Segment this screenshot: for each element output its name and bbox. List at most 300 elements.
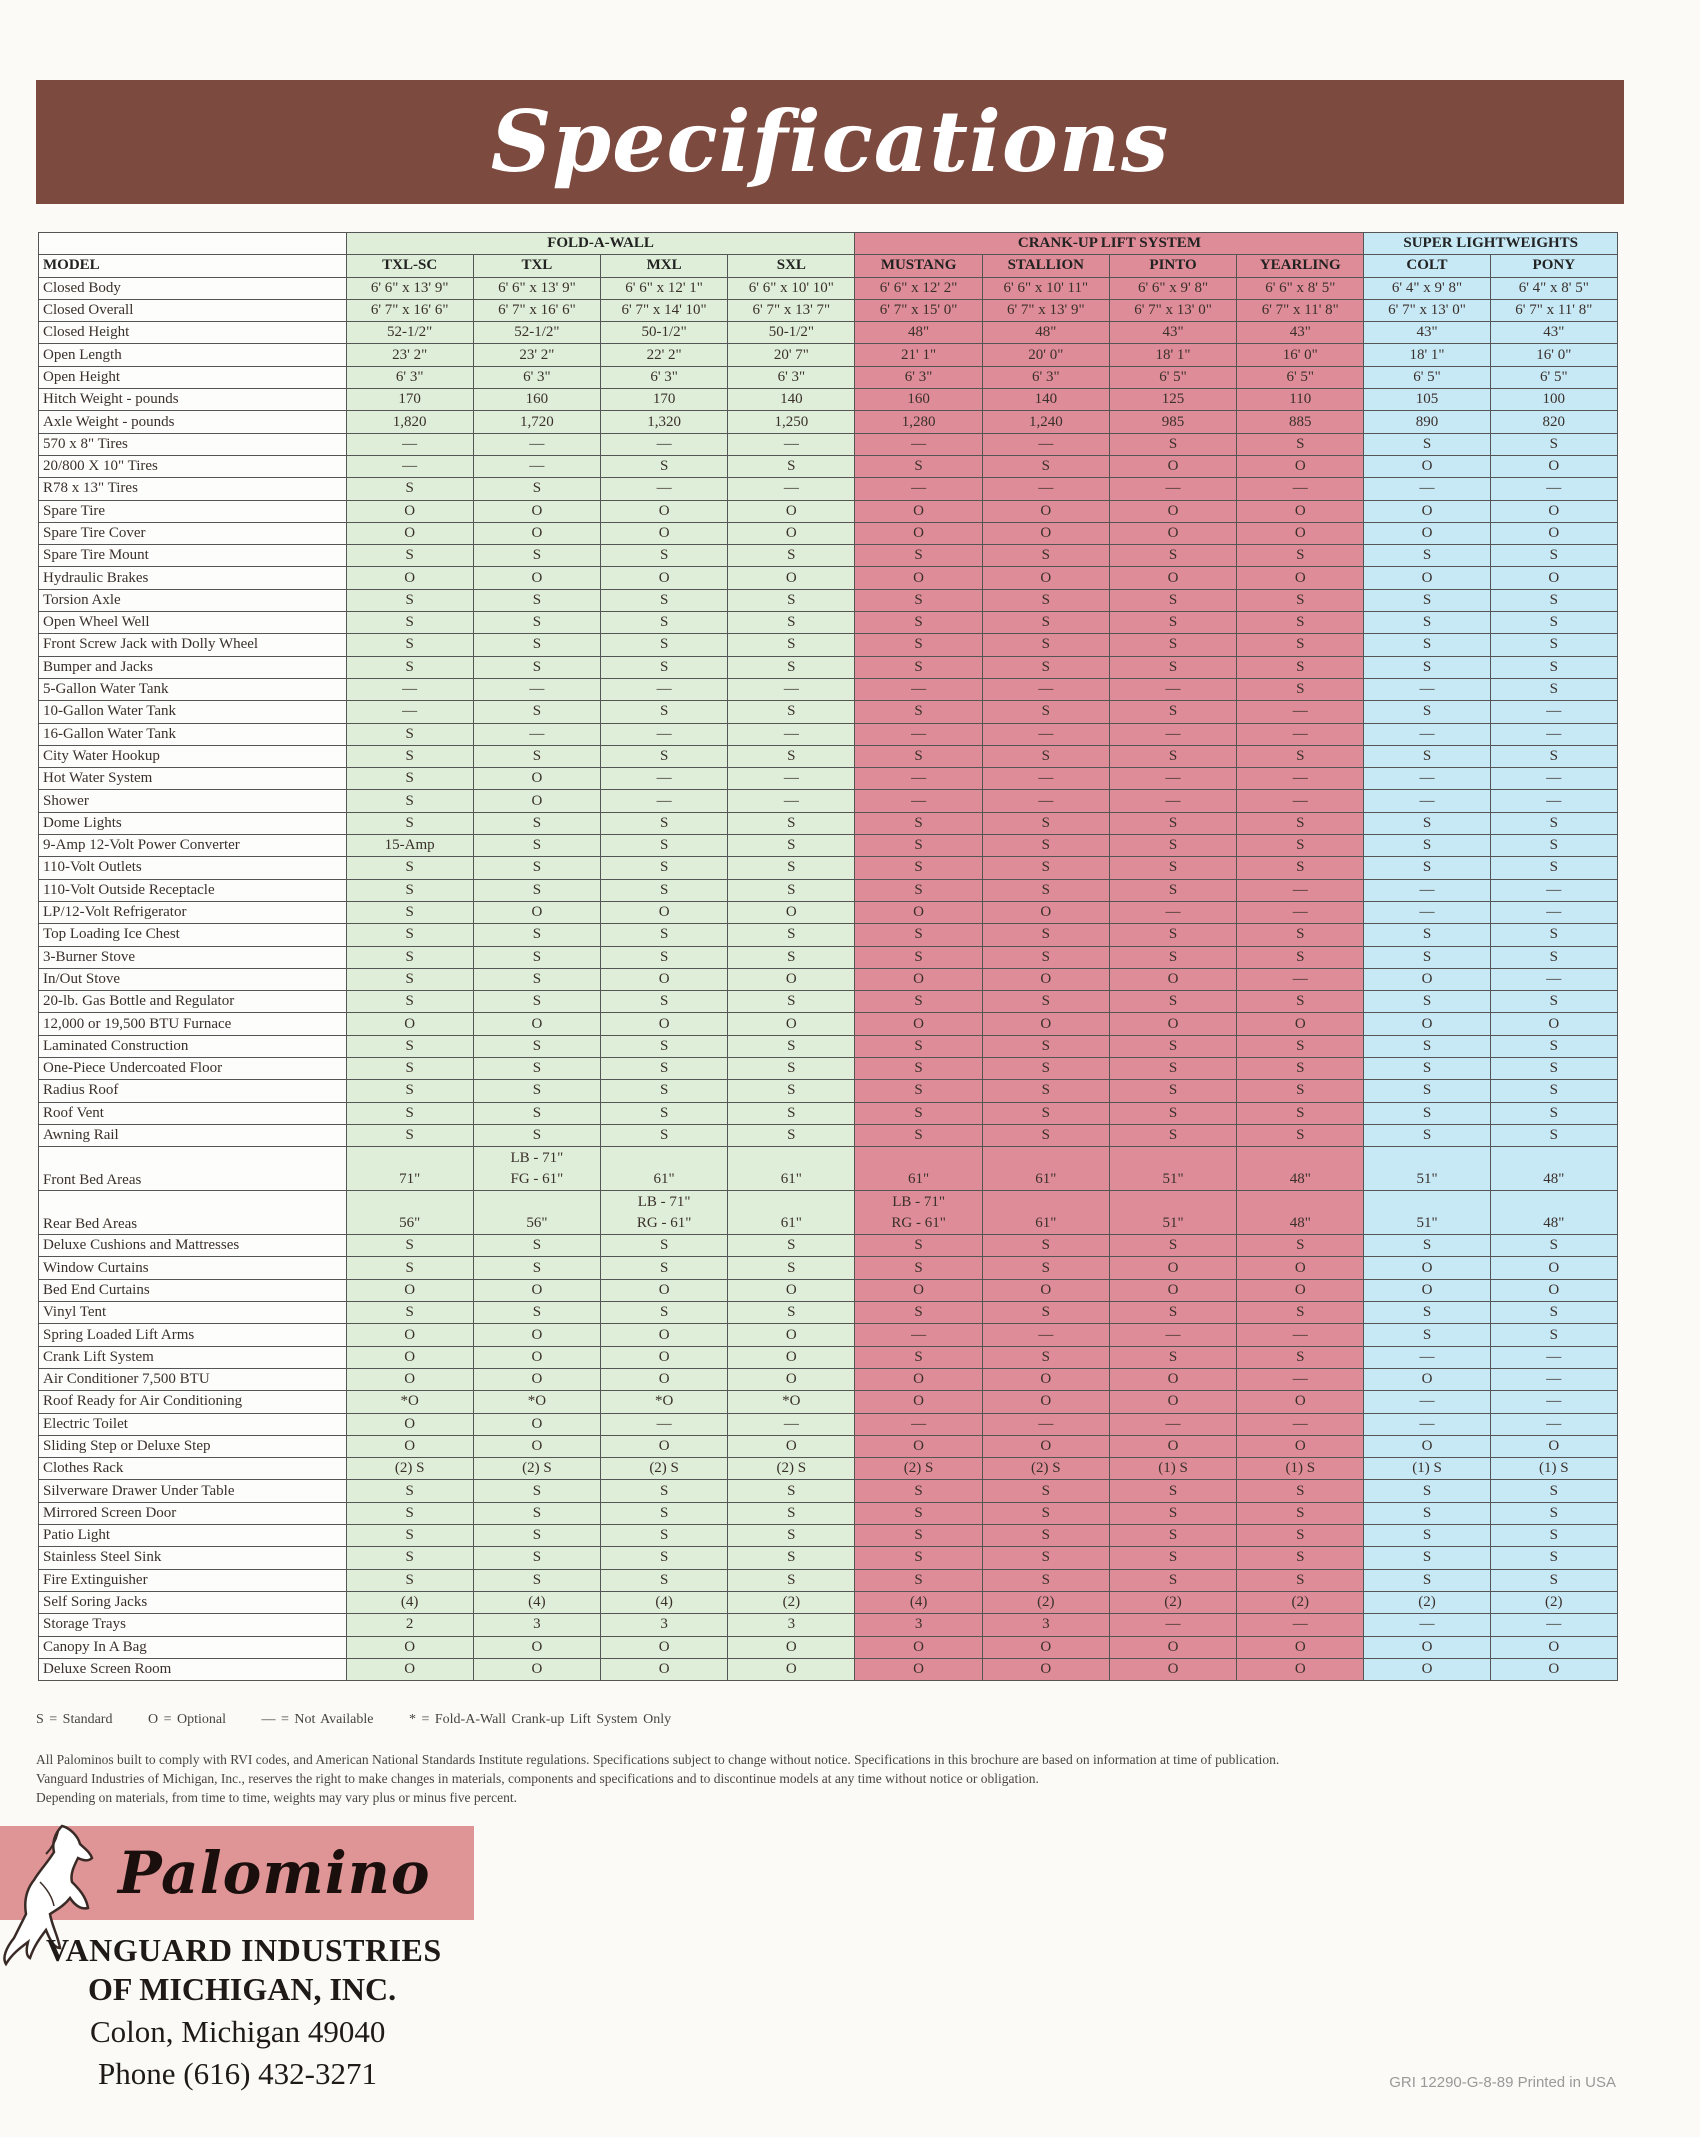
- table-cell: O: [728, 1346, 855, 1368]
- table-cell: (2) S: [855, 1458, 982, 1480]
- table-cell: S: [346, 723, 473, 745]
- table-cell: S: [1364, 1080, 1490, 1102]
- table-cell: S: [1237, 1480, 1364, 1502]
- row-label: Electric Toilet: [39, 1413, 347, 1435]
- table-cell: 3: [982, 1614, 1109, 1636]
- table-cell: O: [601, 1013, 728, 1035]
- table-cell: S: [1237, 946, 1364, 968]
- table-cell: 125: [1109, 389, 1236, 411]
- table-cell: O: [1237, 1636, 1364, 1658]
- table-cell: (2) S: [346, 1458, 473, 1480]
- table-cell: 885: [1237, 411, 1364, 433]
- table-cell: S: [1109, 835, 1236, 857]
- table-cell: S: [346, 1235, 473, 1257]
- table-cell: O: [1237, 1391, 1364, 1413]
- table-cell: (1) S: [1237, 1458, 1364, 1480]
- table-cell: S: [1490, 924, 1617, 946]
- table-cell: S: [346, 968, 473, 990]
- table-cell: O: [1237, 1279, 1364, 1301]
- table-cell: S: [1109, 1569, 1236, 1591]
- row-label: Hydraulic Brakes: [39, 567, 347, 589]
- table-cell: —: [1237, 768, 1364, 790]
- table-cell: [346, 1147, 473, 1191]
- table-cell: O: [346, 1413, 473, 1435]
- table-cell: O: [1109, 1013, 1236, 1035]
- legend-optional: O = Optional: [147, 1712, 226, 1727]
- table-cell: O: [728, 522, 855, 544]
- table-cell: S: [1237, 1124, 1364, 1146]
- table-cell: O: [1109, 567, 1236, 589]
- table-cell: O: [728, 1324, 855, 1346]
- table-cell: O: [473, 500, 600, 522]
- table-cell: S: [473, 1035, 600, 1057]
- cell-value: 61": [908, 1171, 930, 1188]
- table-cell: S: [601, 1102, 728, 1124]
- table-cell: 6' 7" x 13' 0": [1364, 299, 1490, 321]
- table-cell: S: [1490, 545, 1617, 567]
- table-row: [39, 1191, 1618, 1235]
- table-cell: O: [601, 1279, 728, 1301]
- table-cell: S: [601, 991, 728, 1013]
- table-cell: S: [1490, 678, 1617, 700]
- table-cell: O: [982, 1279, 1109, 1301]
- table-cell: —: [1364, 1391, 1490, 1413]
- table-cell: O: [1490, 567, 1617, 589]
- table-cell: [1237, 1191, 1364, 1235]
- row-label: 10-Gallon Water Tank: [39, 701, 347, 723]
- table-cell: S: [982, 879, 1109, 901]
- cell-value: 61": [1035, 1215, 1057, 1232]
- table-cell: S: [728, 589, 855, 611]
- table-row: [39, 1102, 1618, 1124]
- row-label: Storage Trays: [39, 1614, 347, 1636]
- table-cell: S: [855, 991, 982, 1013]
- table-cell: 6' 5": [1109, 366, 1236, 388]
- cell-value: 56": [526, 1215, 548, 1232]
- legend: [36, 1712, 1616, 1728]
- specifications-table: [38, 232, 1618, 1681]
- table-row: [39, 1257, 1618, 1279]
- cell-value: 48": [1543, 1215, 1565, 1232]
- model-sxl: SXL: [728, 255, 855, 277]
- table-cell: [1490, 1191, 1617, 1235]
- table-cell: S: [601, 1525, 728, 1547]
- specifications-body: [39, 277, 1618, 1681]
- row-label: Shower: [39, 790, 347, 812]
- table-row: [39, 991, 1618, 1013]
- table-cell: —: [473, 433, 600, 455]
- row-label: Spare Tire Cover: [39, 522, 347, 544]
- table-cell: S: [1364, 924, 1490, 946]
- table-cell: 6' 3": [855, 366, 982, 388]
- table-row: [39, 1480, 1618, 1502]
- table-cell: O: [473, 567, 600, 589]
- table-cell: O: [855, 1658, 982, 1680]
- table-cell: O: [1237, 455, 1364, 477]
- table-cell: O: [346, 1324, 473, 1346]
- table-cell: S: [473, 968, 600, 990]
- table-cell: S: [1109, 857, 1236, 879]
- table-cell: —: [1490, 790, 1617, 812]
- table-cell: O: [855, 1279, 982, 1301]
- table-cell: O: [1237, 500, 1364, 522]
- row-label: Clothes Rack: [39, 1458, 347, 1480]
- table-cell: (4): [346, 1591, 473, 1613]
- table-cell: S: [601, 924, 728, 946]
- table-cell: S: [346, 589, 473, 611]
- table-cell: S: [855, 1480, 982, 1502]
- table-cell: O: [1364, 1636, 1490, 1658]
- table-cell: O: [1109, 500, 1236, 522]
- note-line: Depending on materials, from time to time, weights may vary plus or minus five percent.: [36, 1790, 518, 1805]
- table-cell: S: [1109, 1502, 1236, 1524]
- table-cell: S: [601, 1547, 728, 1569]
- table-cell: 48": [982, 322, 1109, 344]
- table-cell: —: [1109, 678, 1236, 700]
- table-cell: O: [855, 1368, 982, 1390]
- table-cell: [473, 1147, 600, 1191]
- table-row: [39, 901, 1618, 923]
- table-cell: S: [982, 612, 1109, 634]
- table-cell: 1,280: [855, 411, 982, 433]
- table-row: [39, 835, 1618, 857]
- table-cell: S: [1490, 1057, 1617, 1079]
- table-cell: 140: [728, 389, 855, 411]
- table-cell: S: [1490, 1080, 1617, 1102]
- table-cell: O: [1364, 1368, 1490, 1390]
- table-cell: S: [473, 1525, 600, 1547]
- table-cell: 43": [1490, 322, 1617, 344]
- table-cell: O: [473, 522, 600, 544]
- table-cell: S: [1364, 1124, 1490, 1146]
- table-row: [39, 968, 1618, 990]
- model-pinto: PINTO: [1109, 255, 1236, 277]
- table-cell: S: [728, 946, 855, 968]
- table-cell: S: [728, 1569, 855, 1591]
- table-cell: (2) S: [473, 1458, 600, 1480]
- table-cell: S: [982, 1480, 1109, 1502]
- table-cell: S: [601, 455, 728, 477]
- table-cell: S: [1237, 1502, 1364, 1524]
- table-cell: —: [601, 723, 728, 745]
- table-cell: O: [1109, 522, 1236, 544]
- row-label: One-Piece Undercoated Floor: [39, 1057, 347, 1079]
- table-row: [39, 455, 1618, 477]
- table-cell: S: [1237, 589, 1364, 611]
- table-cell: S: [346, 1569, 473, 1591]
- table-cell: [728, 1147, 855, 1191]
- table-row: [39, 567, 1618, 589]
- table-cell: S: [1364, 745, 1490, 767]
- table-cell: S: [728, 1257, 855, 1279]
- table-cell: —: [1364, 1413, 1490, 1435]
- table-cell: S: [1490, 433, 1617, 455]
- table-row: [39, 277, 1618, 299]
- table-cell: [1109, 1147, 1236, 1191]
- table-row: [39, 1057, 1618, 1079]
- table-cell: (2): [1109, 1591, 1236, 1613]
- table-cell: O: [601, 1346, 728, 1368]
- table-cell: O: [728, 567, 855, 589]
- table-cell: S: [473, 1480, 600, 1502]
- table-row: [39, 656, 1618, 678]
- table-cell: —: [1237, 901, 1364, 923]
- table-cell: S: [601, 745, 728, 767]
- table-cell: —: [855, 723, 982, 745]
- table-cell: S: [1109, 745, 1236, 767]
- table-cell: S: [855, 1547, 982, 1569]
- table-cell: —: [1109, 790, 1236, 812]
- table-cell: O: [1109, 1636, 1236, 1658]
- table-cell: O: [1490, 1636, 1617, 1658]
- table-cell: O: [728, 1435, 855, 1457]
- table-cell: —: [1490, 901, 1617, 923]
- table-cell: —: [1237, 478, 1364, 500]
- table-cell: O: [473, 1368, 600, 1390]
- table-cell: [1490, 1147, 1617, 1191]
- table-cell: S: [601, 1235, 728, 1257]
- table-cell: 170: [346, 389, 473, 411]
- row-label: Patio Light: [39, 1525, 347, 1547]
- table-cell: —: [346, 701, 473, 723]
- table-row: [39, 1636, 1618, 1658]
- table-row: [39, 299, 1618, 321]
- table-cell: O: [1237, 1013, 1364, 1035]
- row-label: Fire Extinguisher: [39, 1569, 347, 1591]
- table-cell: —: [728, 478, 855, 500]
- table-cell: S: [1490, 634, 1617, 656]
- table-cell: S: [1237, 678, 1364, 700]
- table-cell: —: [601, 478, 728, 500]
- table-cell: S: [473, 634, 600, 656]
- table-row: [39, 1614, 1618, 1636]
- table-cell: S: [1109, 1346, 1236, 1368]
- row-label: 110-Volt Outside Receptacle: [39, 879, 347, 901]
- row-label: Crank Lift System: [39, 1346, 347, 1368]
- table-cell: S: [855, 745, 982, 767]
- table-cell: S: [982, 946, 1109, 968]
- table-row: [39, 1235, 1618, 1257]
- table-row: [39, 1124, 1618, 1146]
- table-row: [39, 344, 1618, 366]
- table-cell: 6' 7" x 16' 6": [473, 299, 600, 321]
- table-cell: O: [1490, 1257, 1617, 1279]
- table-cell: 22' 2": [601, 344, 728, 366]
- table-cell: 160: [855, 389, 982, 411]
- table-cell: S: [982, 812, 1109, 834]
- table-cell: S: [1237, 924, 1364, 946]
- model-yearling: YEARLING: [1237, 255, 1364, 277]
- legend-fold-a-wall-note: * = Fold-A-Wall Crank-up Lift System Only: [408, 1712, 672, 1727]
- row-label: Top Loading Ice Chest: [39, 924, 347, 946]
- table-row: [39, 924, 1618, 946]
- table-cell: [601, 1147, 728, 1191]
- table-cell: 105: [1364, 389, 1490, 411]
- table-cell: —: [728, 768, 855, 790]
- table-cell: S: [346, 857, 473, 879]
- table-cell: S: [346, 879, 473, 901]
- table-cell: S: [855, 1257, 982, 1279]
- table-cell: —: [982, 478, 1109, 500]
- table-cell: O: [855, 1636, 982, 1658]
- table-cell: S: [601, 835, 728, 857]
- table-cell: 6' 5": [1490, 366, 1617, 388]
- row-label: Axle Weight - pounds: [39, 411, 347, 433]
- row-label: Radius Roof: [39, 1080, 347, 1102]
- table-row: [39, 678, 1618, 700]
- table-cell: —: [1490, 1614, 1617, 1636]
- row-label: Closed Overall: [39, 299, 347, 321]
- table-row: [39, 1458, 1618, 1480]
- table-cell: 6' 6" x 9' 8": [1109, 277, 1236, 299]
- table-cell: S: [1490, 589, 1617, 611]
- table-cell: S: [1490, 1035, 1617, 1057]
- table-cell: 6' 6" x 13' 9": [346, 277, 473, 299]
- table-row: [39, 1591, 1618, 1613]
- row-label: Rear Bed Areas: [39, 1191, 347, 1235]
- table-cell: S: [1109, 1080, 1236, 1102]
- table-cell: S: [1237, 745, 1364, 767]
- table-cell: —: [1237, 723, 1364, 745]
- table-cell: S: [473, 656, 600, 678]
- table-cell: (1) S: [1364, 1458, 1490, 1480]
- table-cell: 15-Amp: [346, 835, 473, 857]
- table-cell: S: [601, 1502, 728, 1524]
- table-cell: S: [1490, 612, 1617, 634]
- table-cell: (4): [855, 1591, 982, 1613]
- table-cell: S: [728, 1525, 855, 1547]
- row-label: Closed Body: [39, 277, 347, 299]
- table-cell: O: [728, 500, 855, 522]
- table-cell: O: [473, 1636, 600, 1658]
- table-cell: [1364, 1147, 1490, 1191]
- row-label: Bed End Curtains: [39, 1279, 347, 1301]
- table-cell: 160: [473, 389, 600, 411]
- table-cell: O: [473, 1324, 600, 1346]
- table-cell: S: [1109, 879, 1236, 901]
- table-cell: S: [1237, 612, 1364, 634]
- table-cell: S: [855, 589, 982, 611]
- table-cell: [601, 1191, 728, 1235]
- legend-not-available: — = Not Available: [261, 1712, 374, 1727]
- table-cell: S: [1109, 1547, 1236, 1569]
- cell-value: 61": [653, 1171, 675, 1188]
- cell-value: 51": [1162, 1215, 1184, 1232]
- table-cell: S: [1237, 1057, 1364, 1079]
- table-cell: O: [346, 1346, 473, 1368]
- model-label: MODEL: [39, 255, 347, 277]
- cell-value: LB - 71" FG - 61": [510, 1150, 564, 1188]
- table-cell: O: [855, 1391, 982, 1413]
- table-cell: (4): [601, 1591, 728, 1613]
- cell-value: 51": [1416, 1215, 1438, 1232]
- table-cell: S: [1109, 701, 1236, 723]
- table-cell: S: [346, 991, 473, 1013]
- table-cell: S: [1490, 991, 1617, 1013]
- table-cell: S: [855, 1235, 982, 1257]
- title-banner: [36, 80, 1624, 204]
- table-row: [39, 879, 1618, 901]
- table-cell: S: [728, 1302, 855, 1324]
- row-label: Mirrored Screen Door: [39, 1502, 347, 1524]
- table-cell: S: [1109, 924, 1236, 946]
- table-cell: S: [1364, 1102, 1490, 1124]
- table-cell: O: [601, 1368, 728, 1390]
- table-cell: O: [982, 1435, 1109, 1457]
- table-cell: S: [855, 835, 982, 857]
- table-cell: 6' 4" x 8' 5": [1490, 277, 1617, 299]
- table-cell: S: [982, 656, 1109, 678]
- table-cell: O: [473, 1435, 600, 1457]
- table-cell: —: [1490, 478, 1617, 500]
- table-cell: S: [1490, 857, 1617, 879]
- table-row: [39, 1324, 1618, 1346]
- table-cell: S: [1237, 1302, 1364, 1324]
- table-cell: S: [1364, 1502, 1490, 1524]
- table-cell: S: [728, 991, 855, 1013]
- table-row: [39, 857, 1618, 879]
- table-cell: 50-1/2": [601, 322, 728, 344]
- table-cell: S: [1490, 812, 1617, 834]
- table-row: [39, 634, 1618, 656]
- table-cell: —: [1237, 1368, 1364, 1390]
- table-cell: 6' 3": [346, 366, 473, 388]
- table-cell: S: [1109, 1525, 1236, 1547]
- table-cell: —: [1237, 1324, 1364, 1346]
- table-cell: O: [728, 1013, 855, 1035]
- table-cell: S: [1490, 1302, 1617, 1324]
- table-cell: S: [346, 1257, 473, 1279]
- table-cell: S: [855, 1302, 982, 1324]
- table-cell: S: [1109, 1057, 1236, 1079]
- table-cell: S: [601, 879, 728, 901]
- table-cell: —: [855, 1413, 982, 1435]
- row-label: Canopy In A Bag: [39, 1636, 347, 1658]
- table-cell: 6' 7" x 15' 0": [855, 299, 982, 321]
- table-cell: O: [1364, 1435, 1490, 1457]
- table-cell: O: [855, 567, 982, 589]
- table-cell: 140: [982, 389, 1109, 411]
- table-cell: S: [982, 1057, 1109, 1079]
- table-cell: S: [1490, 1124, 1617, 1146]
- table-cell: S: [982, 1257, 1109, 1279]
- table-cell: S: [1364, 589, 1490, 611]
- table-cell: S: [728, 924, 855, 946]
- row-label: Hot Water System: [39, 768, 347, 790]
- table-cell: 43": [1364, 322, 1490, 344]
- table-cell: S: [982, 701, 1109, 723]
- table-cell: S: [728, 1502, 855, 1524]
- table-cell: —: [1109, 478, 1236, 500]
- table-cell: 1,720: [473, 411, 600, 433]
- page-title: Specifications: [490, 92, 1170, 191]
- table-cell: —: [1364, 768, 1490, 790]
- table-cell: S: [473, 545, 600, 567]
- table-row: [39, 322, 1618, 344]
- group-fold-a-wall: FOLD-A-WALL: [346, 233, 855, 255]
- table-cell: —: [1364, 1346, 1490, 1368]
- table-cell: S: [1109, 946, 1236, 968]
- table-cell: S: [1364, 1480, 1490, 1502]
- table-cell: S: [1237, 1102, 1364, 1124]
- table-cell: —: [601, 678, 728, 700]
- table-cell: —: [1237, 701, 1364, 723]
- brand-logo-text: Palomino: [118, 1839, 431, 1907]
- table-cell: S: [855, 1035, 982, 1057]
- table-cell: —: [855, 678, 982, 700]
- row-label: 570 x 8" Tires: [39, 433, 347, 455]
- table-cell: (2): [728, 1591, 855, 1613]
